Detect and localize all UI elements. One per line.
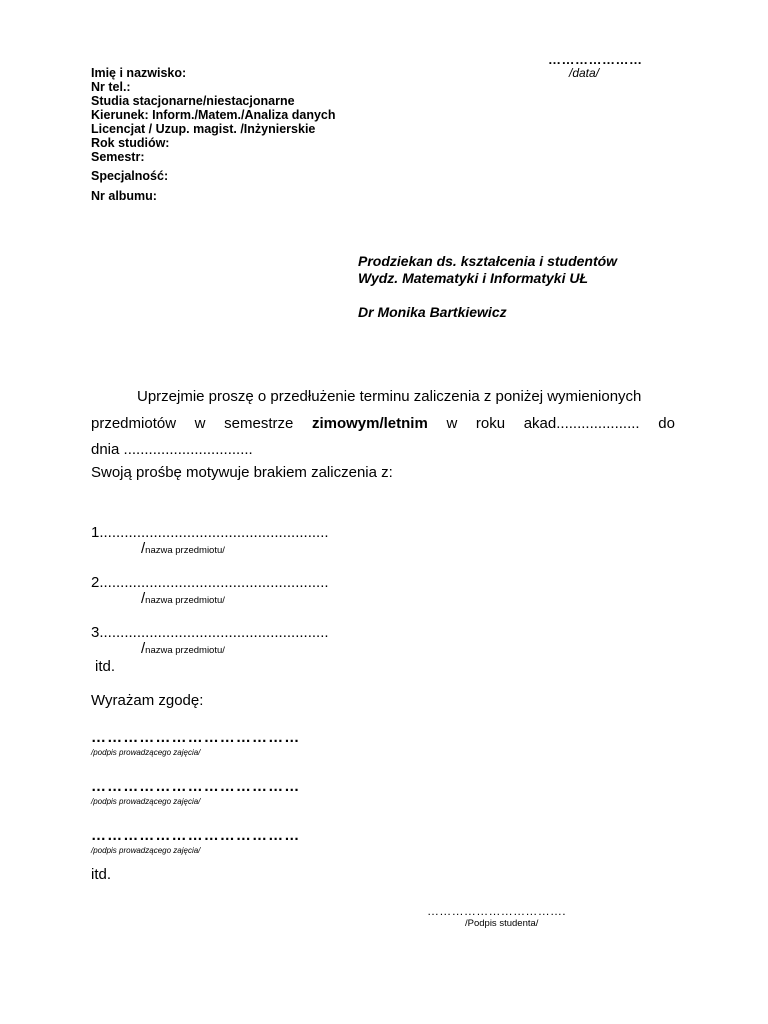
field-phone: Nr tel.: <box>91 80 131 94</box>
field-album-number: Nr albumu: <box>91 189 157 203</box>
field-study-mode: Studia stacjonarne/niestacjonarne <box>91 94 295 108</box>
request-line-2 <box>91 411 675 437</box>
request-line-1: Uprzejmie proszę o przedłużenie terminu zaliczenia z poniżej wymienionych <box>137 388 642 405</box>
field-name: Imię i nazwisko: <box>91 66 187 80</box>
date-dots: ………………… <box>548 52 643 67</box>
signature-1-caption: /podpis prowadzącego zajęcia/ <box>91 748 201 757</box>
word: semestrze <box>224 415 294 432</box>
signature-3-dots: ………………………………… <box>91 827 301 844</box>
subject-caption: nazwa przedmiotu/ <box>145 595 225 606</box>
consent-label: Wyrażam zgodę: <box>91 692 204 709</box>
addressee-name: Dr Monika Bartkiewicz <box>358 304 507 320</box>
subject-3-line: 3....................................................... <box>91 624 329 641</box>
field-semester: Semestr: <box>91 150 145 164</box>
slash: / <box>141 540 146 557</box>
subject-2-caption <box>141 590 225 607</box>
field-year: Rok studiów: <box>91 136 170 150</box>
signature-1-dots: ………………………………… <box>91 729 301 746</box>
subject-caption: nazwa przedmiotu/ <box>145 545 225 556</box>
subject-1-caption <box>141 540 225 557</box>
etc-subjects: itd. <box>95 658 116 675</box>
request-line-3: dnia ............................... <box>91 441 253 458</box>
field-major: Kierunek: Inform./Matem./Analiza danych <box>91 108 336 122</box>
semester-choice: zimowym/letnim <box>311 415 428 432</box>
date-label: /data/ <box>569 66 600 80</box>
signature-2-caption: /podpis prowadzącego zajęcia/ <box>91 797 201 806</box>
word: roku <box>475 415 506 432</box>
signature-2-dots: ………………………………… <box>91 778 301 795</box>
subject-caption: nazwa przedmiotu/ <box>145 645 225 656</box>
request-line-4: Swoją prośbę motywuje brakiem zaliczenia z: <box>91 464 393 481</box>
field-specialty: Specjalność: <box>91 169 169 183</box>
word: w <box>194 415 206 432</box>
slash: / <box>141 590 146 607</box>
addressee-faculty: Wydz. Matematyki i Informatyki UŁ <box>358 270 589 286</box>
student-signature-dots: ……………………………. <box>427 904 566 918</box>
academic-year-blank: akad.................... <box>523 415 640 432</box>
student-signature-caption: /Podpis studenta/ <box>465 918 539 929</box>
signature-3-caption: /podpis prowadzącego zajęcia/ <box>91 846 201 855</box>
field-degree: Licencjat / Uzup. magist. /Inżynierskie <box>91 122 316 136</box>
addressee-title: Prodziekan ds. kształcenia i studentów <box>358 253 618 269</box>
subject-3-caption <box>141 640 225 657</box>
etc-signatures: itd. <box>91 866 112 883</box>
slash: / <box>141 640 146 657</box>
word: przedmiotów <box>91 415 177 432</box>
subject-1-line: 1....................................................... <box>91 524 329 541</box>
word: w <box>446 415 458 432</box>
subject-2-line: 2....................................................... <box>91 574 329 591</box>
word: do <box>658 415 675 432</box>
